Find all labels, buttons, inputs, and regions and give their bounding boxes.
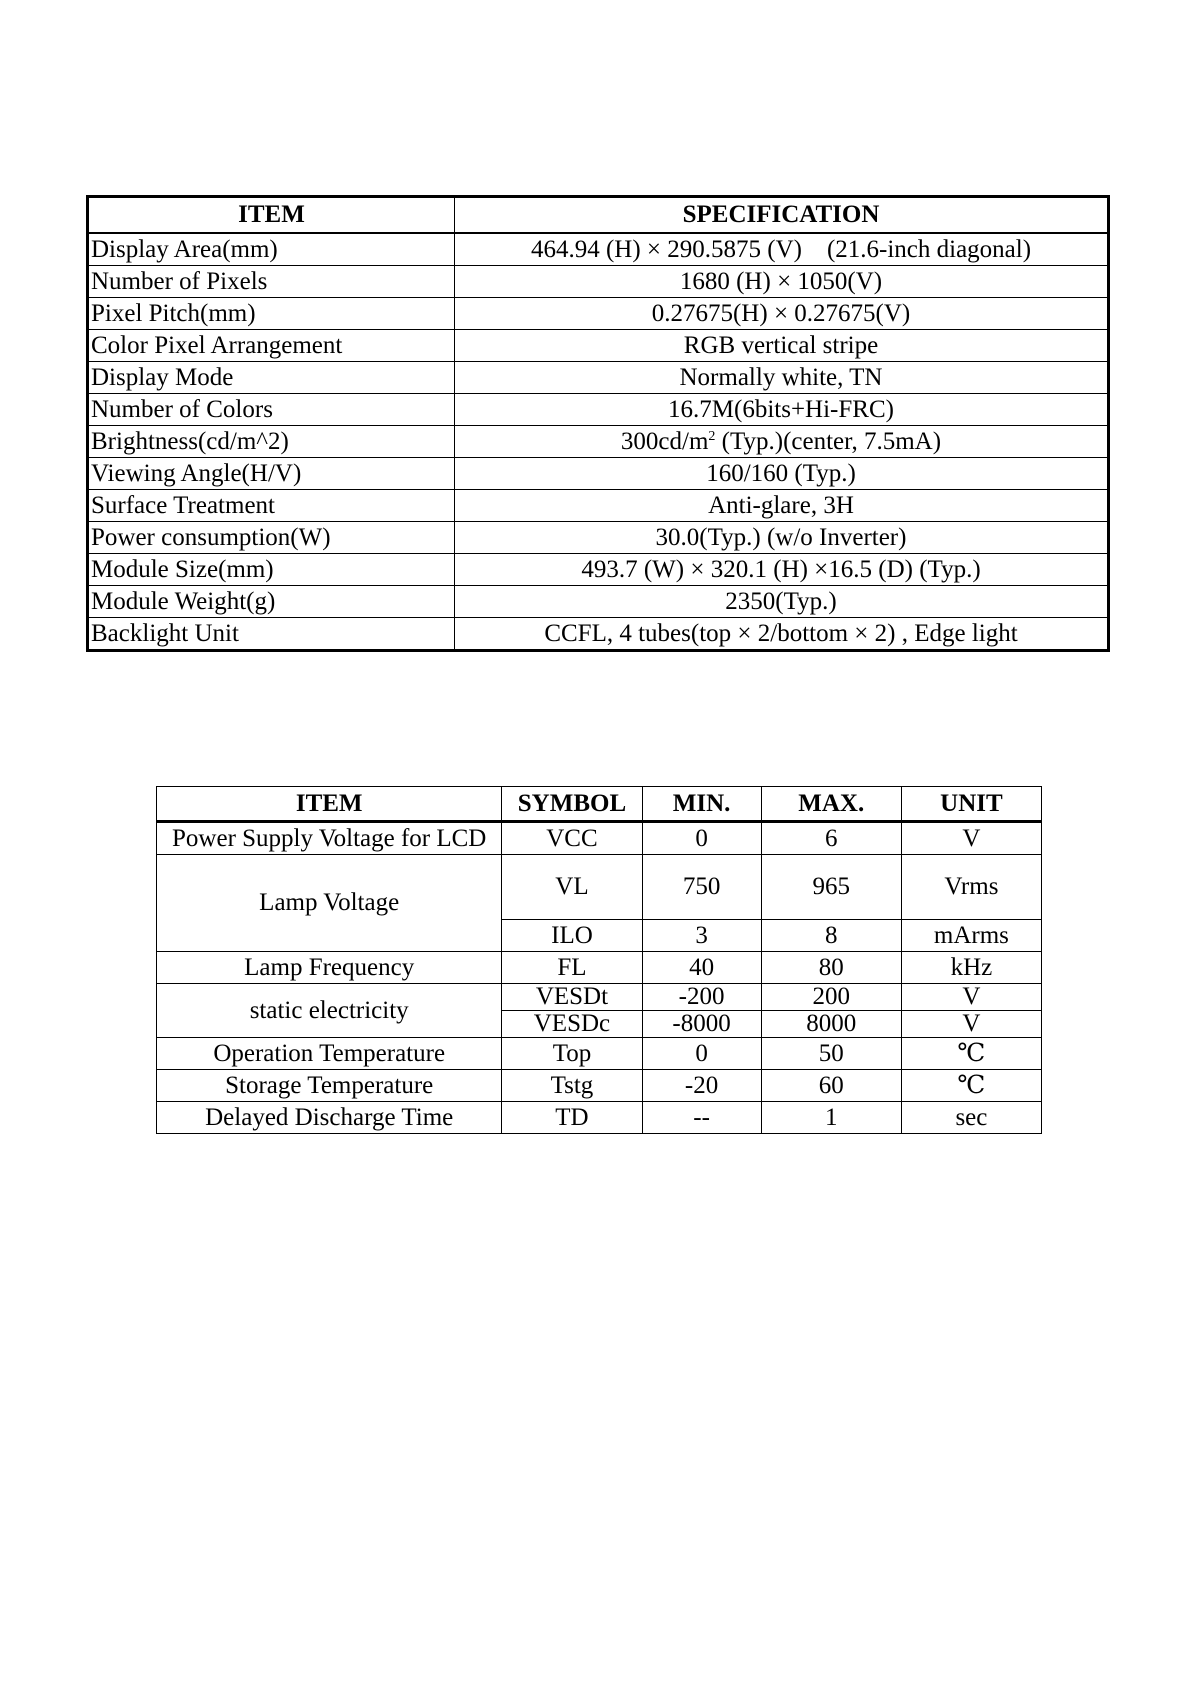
ratings-symbol-cell: VL <box>502 855 642 920</box>
brightness-value-prefix: 300cd/m <box>620 428 709 455</box>
ratings-table <box>156 786 1042 1134</box>
ratings-symbol-cell: Top <box>502 1038 642 1070</box>
ratings-unit-cell: kHz <box>901 952 1041 984</box>
spec-item-cell: Display Area(mm) <box>88 233 455 266</box>
ratings-item-cell: Lamp Voltage <box>157 855 502 952</box>
ratings-max-cell: 8 <box>761 920 901 952</box>
spec-item-cell: Module Weight(g) <box>88 586 455 618</box>
ratings-min-cell: -- <box>642 1102 761 1134</box>
brightness-superscript: 2 <box>708 429 716 444</box>
ratings-item-cell: Storage Temperature <box>157 1070 502 1102</box>
spec-value-cell: 160/160 (Typ.) <box>455 458 1109 490</box>
spec-header-item: ITEM <box>88 197 455 234</box>
spec-row <box>88 266 1109 298</box>
ratings-max-cell: 6 <box>761 822 901 855</box>
ratings-header-max: MAX. <box>761 787 901 822</box>
ratings-row-lamp-frequency <box>157 952 1042 984</box>
ratings-max-cell: 1 <box>761 1102 901 1134</box>
ratings-header-unit: UNIT <box>901 787 1041 822</box>
spec-value-cell: RGB vertical stripe <box>455 330 1109 362</box>
ratings-min-cell: 3 <box>642 920 761 952</box>
ratings-header-item: ITEM <box>157 787 502 822</box>
ratings-unit-cell: V <box>901 1011 1041 1038</box>
ratings-row-delayed-discharge <box>157 1102 1042 1134</box>
ratings-row-power-supply <box>157 822 1042 855</box>
spec-item-cell: Backlight Unit <box>88 618 455 651</box>
spec-row <box>88 522 1109 554</box>
spec-value-cell: 464.94 (H) × 290.5875 (V) (21.6-inch diagonal) <box>455 233 1109 266</box>
spec-row <box>88 233 1109 266</box>
spec-row <box>88 394 1109 426</box>
ratings-row-static-vesdt <box>157 984 1042 1011</box>
ratings-unit-cell: Vrms <box>901 855 1041 920</box>
spec-value-cell: 0.27675(H) × 0.27675(V) <box>455 298 1109 330</box>
ratings-header-min: MIN. <box>642 787 761 822</box>
ratings-min-cell: 40 <box>642 952 761 984</box>
spec-item-cell: Pixel Pitch(mm) <box>88 298 455 330</box>
ratings-symbol-cell: FL <box>502 952 642 984</box>
ratings-min-cell: 0 <box>642 822 761 855</box>
spec-item-cell: Surface Treatment <box>88 490 455 522</box>
ratings-item-cell: static electricity <box>157 984 502 1038</box>
spec-item-cell: Display Mode <box>88 362 455 394</box>
spec-value-cell: 493.7 (W) × 320.1 (H) ×16.5 (D) (Typ.) <box>455 554 1109 586</box>
ratings-max-cell: 8000 <box>761 1011 901 1038</box>
spec-item-cell: Power consumption(W) <box>88 522 455 554</box>
ratings-header-symbol: SYMBOL <box>502 787 642 822</box>
spec-item-cell: Viewing Angle(H/V) <box>88 458 455 490</box>
spec-row <box>88 490 1109 522</box>
ratings-row-lamp-voltage-vl <box>157 855 1042 920</box>
spec-value-cell: 1680 (H) × 1050(V) <box>455 266 1109 298</box>
spec-row <box>88 298 1109 330</box>
spec-item-cell: Brightness(cd/m^2) <box>88 426 455 458</box>
spec-value-cell: CCFL, 4 tubes(top × 2/bottom × 2) , Edge light <box>455 618 1109 651</box>
ratings-unit-cell: V <box>901 822 1041 855</box>
ratings-row-operation-temperature <box>157 1038 1042 1070</box>
spec-item-cell: Color Pixel Arrangement <box>88 330 455 362</box>
spec-row <box>88 618 1109 651</box>
spec-header-specification: SPECIFICATION <box>455 197 1109 234</box>
ratings-max-cell: 200 <box>761 984 901 1011</box>
spec-row <box>88 330 1109 362</box>
spec-item-cell: Number of Pixels <box>88 266 455 298</box>
ratings-unit-cell: mArms <box>901 920 1041 952</box>
ratings-unit-cell: V <box>901 984 1041 1011</box>
spec-value-cell: 30.0(Typ.) (w/o Inverter) <box>455 522 1109 554</box>
spec-value-cell: 16.7M(6bits+Hi-FRC) <box>455 394 1109 426</box>
specification-table <box>86 195 1110 652</box>
ratings-max-cell: 50 <box>761 1038 901 1070</box>
ratings-item-cell: Lamp Frequency <box>157 952 502 984</box>
ratings-min-cell: -200 <box>642 984 761 1011</box>
ratings-min-cell: -8000 <box>642 1011 761 1038</box>
spec-item-cell: Number of Colors <box>88 394 455 426</box>
ratings-unit-cell: ℃ <box>901 1070 1041 1102</box>
spec-value-cell: 2350(Typ.) <box>455 586 1109 618</box>
ratings-symbol-cell: Tstg <box>502 1070 642 1102</box>
ratings-item-cell: Operation Temperature <box>157 1038 502 1070</box>
ratings-min-cell: -20 <box>642 1070 761 1102</box>
brightness-value-suffix: (Typ.)(center, 7.5mA) <box>715 428 942 455</box>
ratings-row-storage-temperature <box>157 1070 1042 1102</box>
ratings-item-cell: Power Supply Voltage for LCD <box>157 822 502 855</box>
ratings-max-cell: 965 <box>761 855 901 920</box>
spec-row <box>88 458 1109 490</box>
spec-row <box>88 586 1109 618</box>
spec-value-cell: Normally white, TN <box>455 362 1109 394</box>
ratings-symbol-cell: VESDt <box>502 984 642 1011</box>
ratings-max-cell: 60 <box>761 1070 901 1102</box>
ratings-symbol-cell: ILO <box>502 920 642 952</box>
ratings-symbol-cell: TD <box>502 1102 642 1134</box>
ratings-item-cell: Delayed Discharge Time <box>157 1102 502 1134</box>
spec-row <box>88 554 1109 586</box>
spec-value-cell: Anti-glare, 3H <box>455 490 1109 522</box>
ratings-max-cell: 80 <box>761 952 901 984</box>
ratings-symbol-cell: VESDc <box>502 1011 642 1038</box>
ratings-symbol-cell: VCC <box>502 822 642 855</box>
spec-header-row <box>88 197 1109 234</box>
ratings-min-cell: 750 <box>642 855 761 920</box>
spec-item-cell: Module Size(mm) <box>88 554 455 586</box>
spec-value-cell <box>455 426 1109 458</box>
spec-row <box>88 362 1109 394</box>
spec-row <box>88 426 1109 458</box>
ratings-header-row <box>157 787 1042 822</box>
ratings-unit-cell: sec <box>901 1102 1041 1134</box>
ratings-min-cell: 0 <box>642 1038 761 1070</box>
ratings-unit-cell: ℃ <box>901 1038 1041 1070</box>
